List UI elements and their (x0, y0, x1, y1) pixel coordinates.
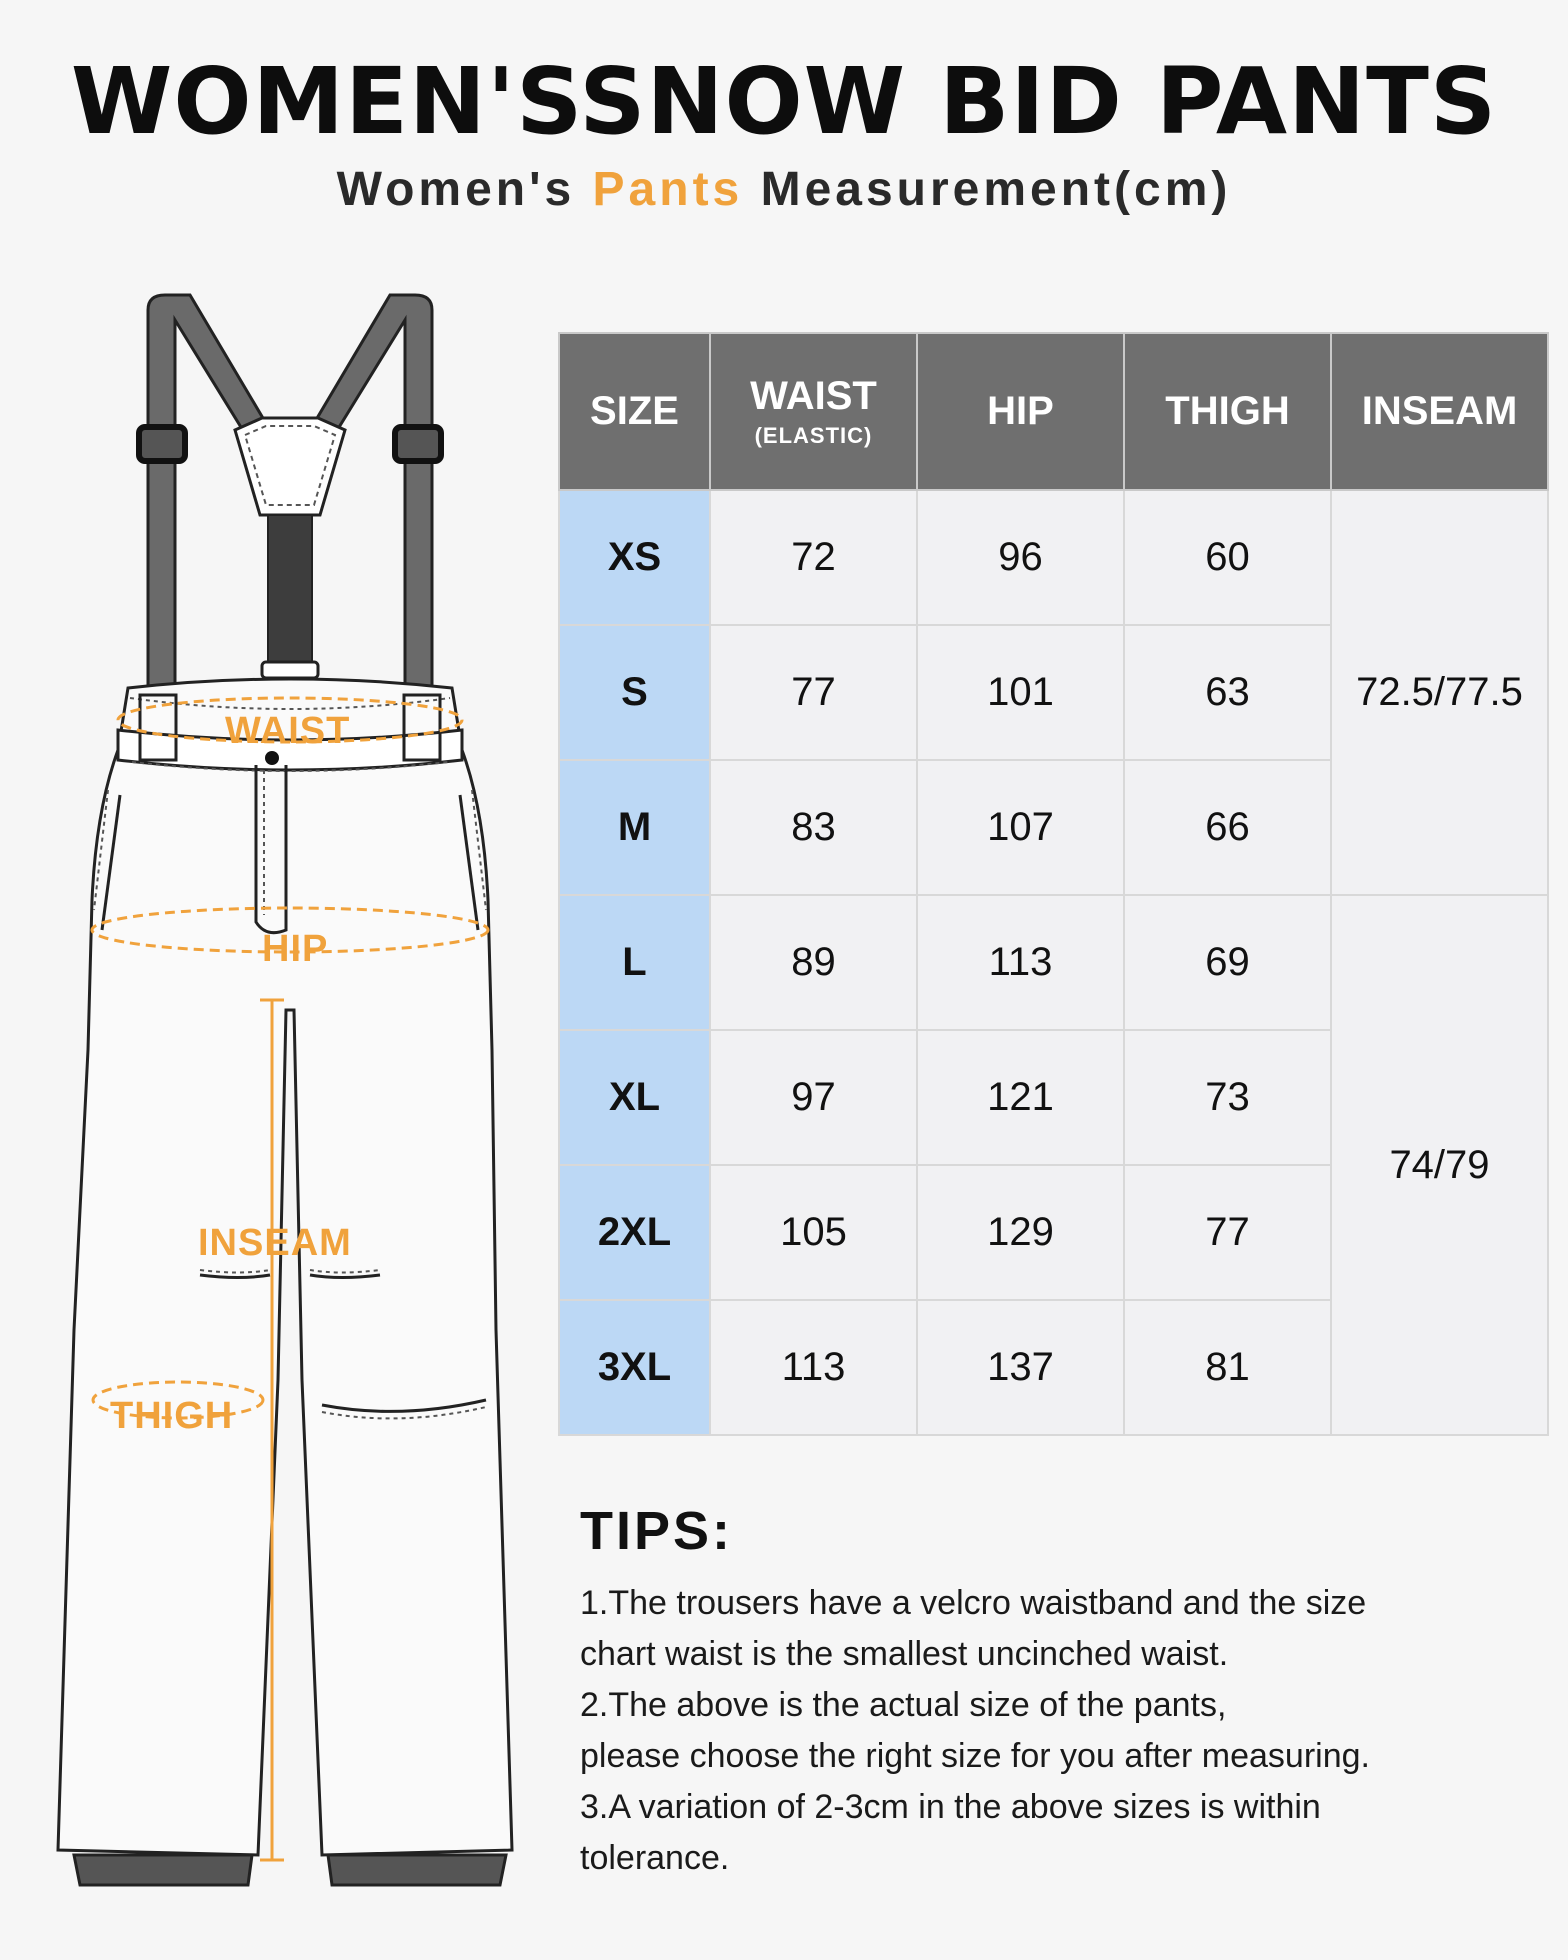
hip-cell: 101 (917, 625, 1124, 760)
waist-cell: 89 (710, 895, 917, 1030)
waist-cell: 113 (710, 1300, 917, 1435)
header-waist-sub: (ELASTIC) (754, 423, 873, 448)
inseam-cell: 72.5/77.5 (1331, 490, 1548, 895)
page-title: WOMEN'SSNOW BID PANTS (70, 48, 1498, 155)
subtitle-accent: Pants (592, 163, 744, 216)
thigh-cell: 69 (1124, 895, 1331, 1030)
waist-cell: 77 (710, 625, 917, 760)
left-strap-buckle (139, 427, 185, 461)
inseam-label: INSEAM (198, 1222, 352, 1264)
waist-cell: 83 (710, 760, 917, 895)
hip-cell: 113 (917, 895, 1124, 1030)
right-strap (310, 295, 432, 700)
thigh-label: THIGH (110, 1395, 234, 1437)
tip-line: 1.The trousers have a velcro waistband and the size (580, 1584, 1367, 1622)
tip-line: 2.The above is the actual size of the pants, (580, 1686, 1227, 1724)
table-row (559, 490, 1548, 625)
hip-cell: 107 (917, 760, 1124, 895)
subtitle-after: Measurement(cm) (743, 163, 1232, 216)
hip-cell: 121 (917, 1030, 1124, 1165)
size-cell: 2XL (559, 1165, 710, 1300)
header-size: SIZE (559, 333, 710, 490)
thigh-cell: 77 (1124, 1165, 1331, 1300)
size-cell: S (559, 625, 710, 760)
right-strap-buckle (395, 427, 441, 461)
right-boot-sole (328, 1855, 506, 1885)
waist-cell: 105 (710, 1165, 917, 1300)
waist-button (265, 751, 279, 765)
table-header-row (559, 333, 1548, 490)
thigh-cell: 66 (1124, 760, 1331, 895)
tip-line: tolerance. (580, 1839, 730, 1877)
tip-line: chart waist is the smallest uncinched waist. (580, 1635, 1229, 1673)
waist-label: WAIST (225, 710, 351, 752)
thigh-cell: 60 (1124, 490, 1331, 625)
size-cell: M (559, 760, 710, 895)
size-cell: L (559, 895, 710, 1030)
left-strap (148, 295, 270, 700)
hip-label: HIP (262, 928, 329, 970)
waist-cell: 72 (710, 490, 917, 625)
page-subtitle (0, 162, 1568, 217)
size-cell: XS (559, 490, 710, 625)
pants-drawing (40, 290, 540, 1910)
hip-cell: 129 (917, 1165, 1124, 1300)
size-cell: 3XL (559, 1300, 710, 1435)
left-boot-sole (74, 1855, 252, 1885)
subtitle-before: Women's (336, 163, 593, 216)
thigh-cell: 81 (1124, 1300, 1331, 1435)
tip-line: 3.A variation of 2-3cm in the above sizes is within (580, 1788, 1321, 1826)
header-waist-label: WAIST (750, 374, 877, 418)
header-waist (710, 333, 917, 490)
hip-cell: 96 (917, 490, 1124, 625)
waist-cell: 97 (710, 1030, 917, 1165)
header-hip: HIP (917, 333, 1124, 490)
back-strap (268, 515, 312, 675)
table-row (559, 895, 1548, 1030)
header-inseam: INSEAM (1331, 333, 1548, 490)
size-cell: XL (559, 1030, 710, 1165)
back-patch (235, 418, 345, 515)
bib-pants-illustration (40, 290, 540, 1910)
hip-cell: 137 (917, 1300, 1124, 1435)
tips-body (580, 1578, 1540, 1884)
size-chart-table (558, 332, 1549, 1436)
tips-title: TIPS: (580, 1501, 734, 1561)
thigh-cell: 63 (1124, 625, 1331, 760)
thigh-cell: 73 (1124, 1030, 1331, 1165)
header-thigh: THIGH (1124, 333, 1331, 490)
tip-line: please choose the right size for you after measuring. (580, 1737, 1370, 1775)
inseam-cell: 74/79 (1331, 895, 1548, 1435)
